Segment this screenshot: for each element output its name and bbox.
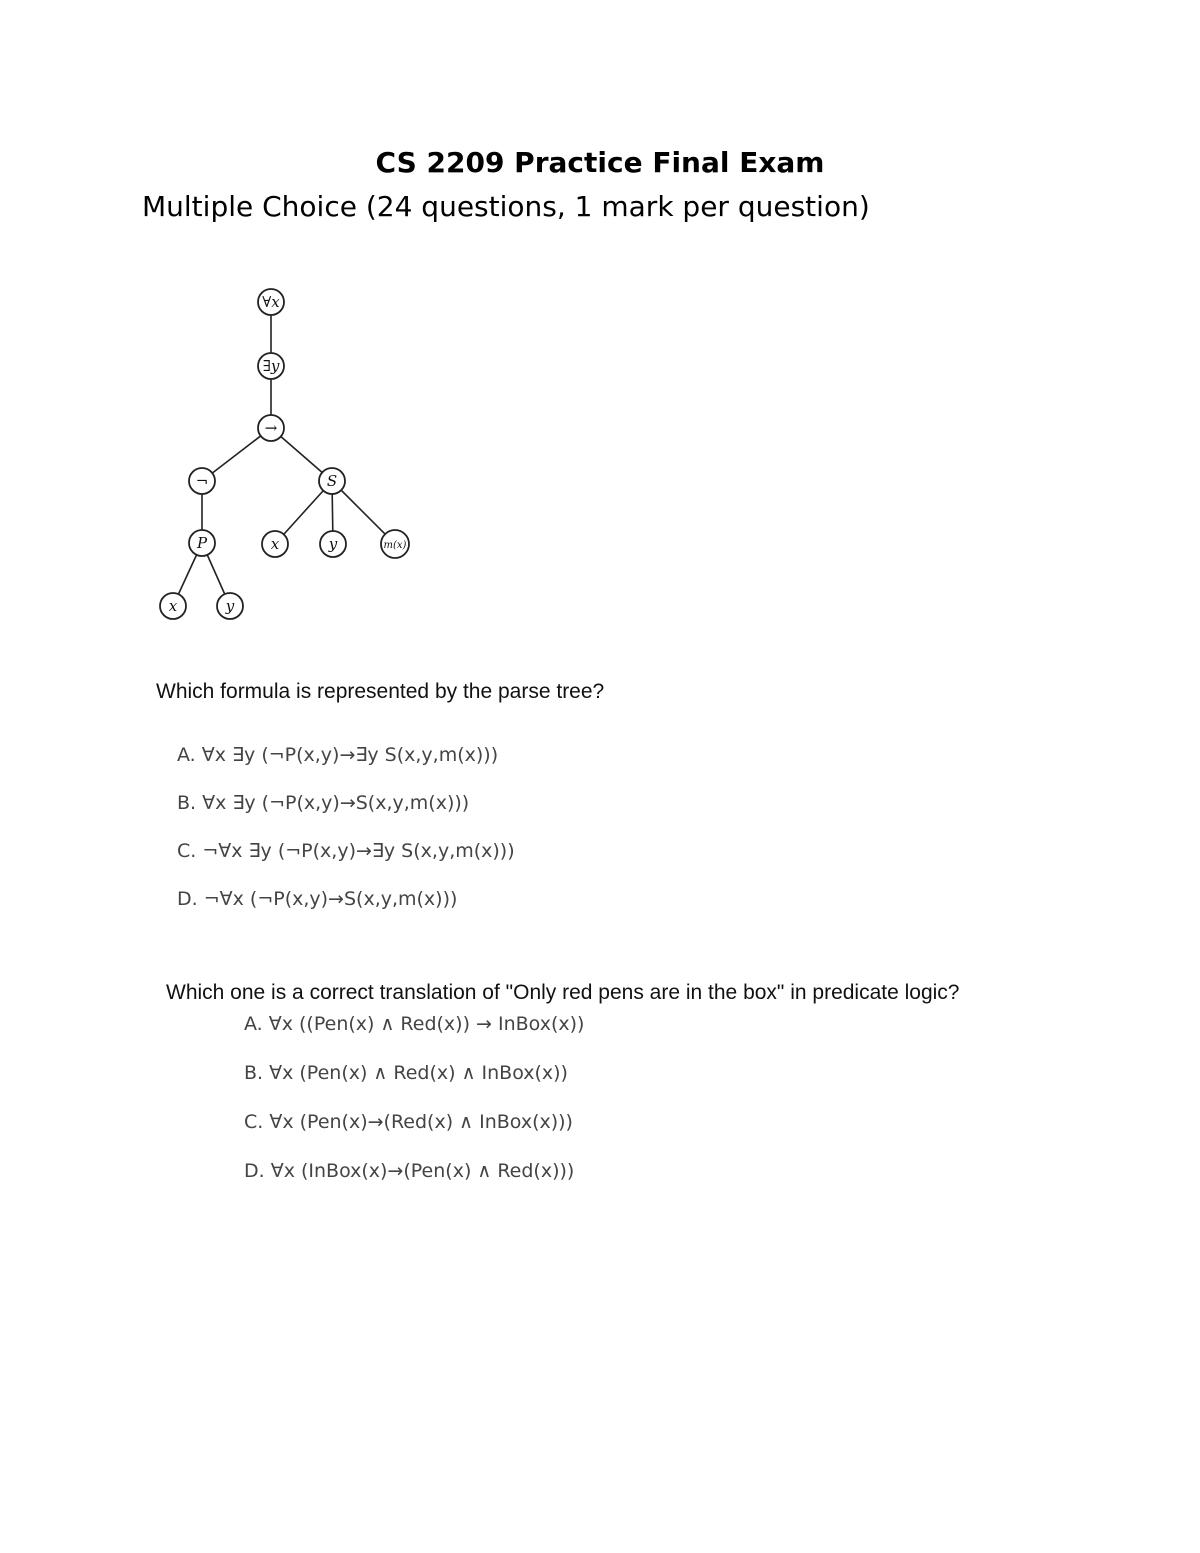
tree-node-label: ∀x <box>262 293 280 311</box>
tree-node-label: y <box>328 535 338 553</box>
tree-node-label: P <box>196 534 208 552</box>
question-1-option-d[interactable]: D. ¬∀x (¬P(x,y)→S(x,y,m(x))) <box>177 888 458 910</box>
tree-node-label: S <box>326 472 338 490</box>
tree-node-p <box>189 530 215 556</box>
tree-node-p-x <box>160 593 186 619</box>
tree-node-label: x <box>168 597 178 615</box>
tree-node-s <box>319 468 345 494</box>
section-subtitle: Multiple Choice (24 questions, 1 mark per question) <box>142 190 870 223</box>
tree-node-exists <box>258 353 284 379</box>
tree-node-label: y <box>225 597 235 615</box>
tree-node-s-y <box>320 531 346 557</box>
tree-node-label: ∃y <box>262 357 280 375</box>
question-2-option-c[interactable]: C. ∀x (Pen(x)→(Red(x) ∧ InBox(x))) <box>244 1111 573 1133</box>
question-2-option-d[interactable]: D. ∀x (InBox(x)→(Pen(x) ∧ Red(x))) <box>244 1160 575 1182</box>
question-2-option-b[interactable]: B. ∀x (Pen(x) ∧ Red(x) ∧ InBox(x)) <box>244 1062 568 1084</box>
tree-node-implies <box>258 415 284 441</box>
parse-tree-diagram <box>150 280 430 630</box>
tree-node-label: m(x) <box>383 540 407 551</box>
tree-node-neg <box>189 468 215 494</box>
tree-node-label: → <box>264 419 278 437</box>
question-1-option-b[interactable]: B. ∀x ∃y (¬P(x,y)→S(x,y,m(x))) <box>177 792 470 814</box>
tree-node-p-y <box>217 593 243 619</box>
question-1-option-c[interactable]: C. ¬∀x ∃y (¬P(x,y)→∃y S(x,y,m(x))) <box>177 840 515 862</box>
tree-node-s-x <box>262 531 288 557</box>
tree-node-forall <box>258 289 284 315</box>
tree-node-s-m <box>381 530 409 558</box>
exam-title: CS 2209 Practice Final Exam <box>375 146 825 179</box>
question-2-option-a[interactable]: A. ∀x ((Pen(x) ∧ Red(x)) → InBox(x)) <box>244 1013 585 1035</box>
tree-node-label: x <box>270 535 280 553</box>
question-1-option-a[interactable]: A. ∀x ∃y (¬P(x,y)→∃y S(x,y,m(x))) <box>177 744 499 766</box>
tree-node-label: ¬ <box>195 472 209 490</box>
question-1-text: Which formula is represented by the parse tree? <box>156 680 605 703</box>
question-2-text: Which one is a correct translation of "Only red pens are in the box" in predicate logic? <box>166 981 960 1004</box>
